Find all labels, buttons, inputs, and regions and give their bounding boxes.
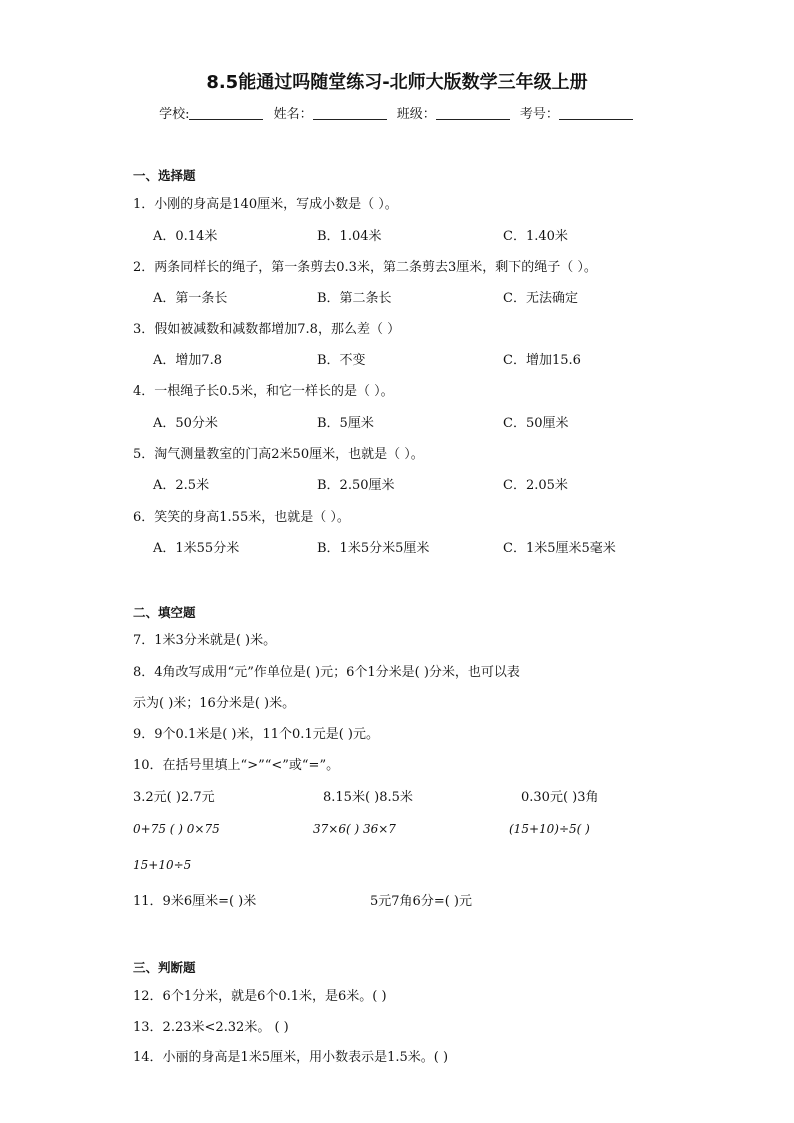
q6-option-a[interactable]: A．1米55分米 xyxy=(153,541,240,556)
q1-option-b[interactable]: B．1.04米 xyxy=(317,229,382,244)
q4-option-c[interactable]: C．50厘米 xyxy=(503,416,569,431)
question-10: 10．在括号里填上“>”“<”或“=”。 xyxy=(133,758,340,773)
question-4: 4．一根绳子长0.5米，和它一样长的是（ ）。 xyxy=(133,384,394,399)
question-12: 12．6个1分米，就是6个0.1米，是6米。( ) xyxy=(133,989,387,1004)
q5-option-a[interactable]: A．2.5米 xyxy=(153,478,210,493)
q10-item-6-continued: 15+10÷5 xyxy=(133,858,192,872)
question-2: 2．两条同样长的绳子，第一条剪去0.3米，第二条剪去3厘米，剩下的绳子（ ）。 xyxy=(133,260,597,275)
class-label: 班级： xyxy=(396,107,436,122)
question-1: 1．小刚的身高是140厘米，写成小数是（ ）。 xyxy=(133,197,398,212)
q2-option-b[interactable]: B．第二条长 xyxy=(317,291,392,306)
name-blank[interactable] xyxy=(313,106,387,120)
q4-option-b[interactable]: B．5厘米 xyxy=(317,416,374,431)
number-blank[interactable] xyxy=(559,106,633,120)
question-7: 7．1米3分米就是( )米。 xyxy=(133,633,277,648)
q5-option-b[interactable]: B．2.50厘米 xyxy=(317,478,395,493)
q3-option-c[interactable]: C．增加15.6 xyxy=(503,353,581,368)
class-blank[interactable] xyxy=(436,106,510,120)
question-8-line-2: 示为( )米；16分米是( )米。 xyxy=(133,696,296,711)
q10-item-6: (15+10)÷5( ) xyxy=(509,822,590,836)
section-heading-choice: 一、选择题 xyxy=(133,168,196,183)
section-heading-fill: 二、填空题 xyxy=(133,605,196,620)
q1-option-a[interactable]: A．0.14米 xyxy=(153,229,218,244)
page-title: 8.5能通过吗随堂练习-北师大版数学三年级上册 xyxy=(206,72,588,93)
question-11-part-1: 11．9米6厘米=( )米 xyxy=(133,894,257,909)
q10-item-2: 8.15米( )8.5米 xyxy=(323,790,413,805)
q5-option-c[interactable]: C．2.05米 xyxy=(503,478,568,493)
number-label: 考号： xyxy=(519,107,559,122)
q2-option-c[interactable]: C．无法确定 xyxy=(503,291,578,306)
school-blank[interactable] xyxy=(189,106,263,120)
q10-item-3: 0.30元( )3角 xyxy=(521,790,599,805)
question-3: 3．假如被减数和减数都增加7.8，那么差（ ） xyxy=(133,322,401,337)
name-label: 姓名： xyxy=(273,107,313,122)
question-13: 13．2.23米<2.32米。 ( ) xyxy=(133,1020,289,1035)
q4-option-a[interactable]: A．50分米 xyxy=(153,416,218,431)
question-5: 5．淘气测量教室的门高2米50厘米，也就是（ ）。 xyxy=(133,447,424,462)
q10-item-5: 37×6( ) 36×7 xyxy=(313,822,396,836)
question-6: 6．笑笑的身高1.55米，也就是（ ）。 xyxy=(133,510,350,525)
q3-option-a[interactable]: A．增加7.8 xyxy=(153,353,223,368)
q2-option-a[interactable]: A．第一条长 xyxy=(153,291,228,306)
section-heading-judge: 三、判断题 xyxy=(133,960,196,975)
student-info-line xyxy=(0,103,794,122)
question-9: 9．9个0.1米是( )米，11个0.1元是( )元。 xyxy=(133,727,379,742)
q6-option-c[interactable]: C．1米5厘米5毫米 xyxy=(503,541,616,556)
question-8-line-1: 8．4角改写成用“元”作单位是( )元；6个1分米是( )分米，也可以表 xyxy=(133,665,520,680)
school-label: 学校: xyxy=(159,107,190,122)
q3-option-b[interactable]: B．不变 xyxy=(317,353,366,368)
q10-item-1: 3.2元( )2.7元 xyxy=(133,790,215,805)
question-11-part-2: 5元7角6分=( )元 xyxy=(370,894,472,909)
q6-option-b[interactable]: B．1米5分米5厘米 xyxy=(317,541,430,556)
q10-item-4: 0+75 ( ) 0×75 xyxy=(133,822,220,836)
q1-option-c[interactable]: C．1.40米 xyxy=(503,229,568,244)
question-14: 14．小丽的身高是1米5厘米，用小数表示是1.5米。( ) xyxy=(133,1050,449,1065)
